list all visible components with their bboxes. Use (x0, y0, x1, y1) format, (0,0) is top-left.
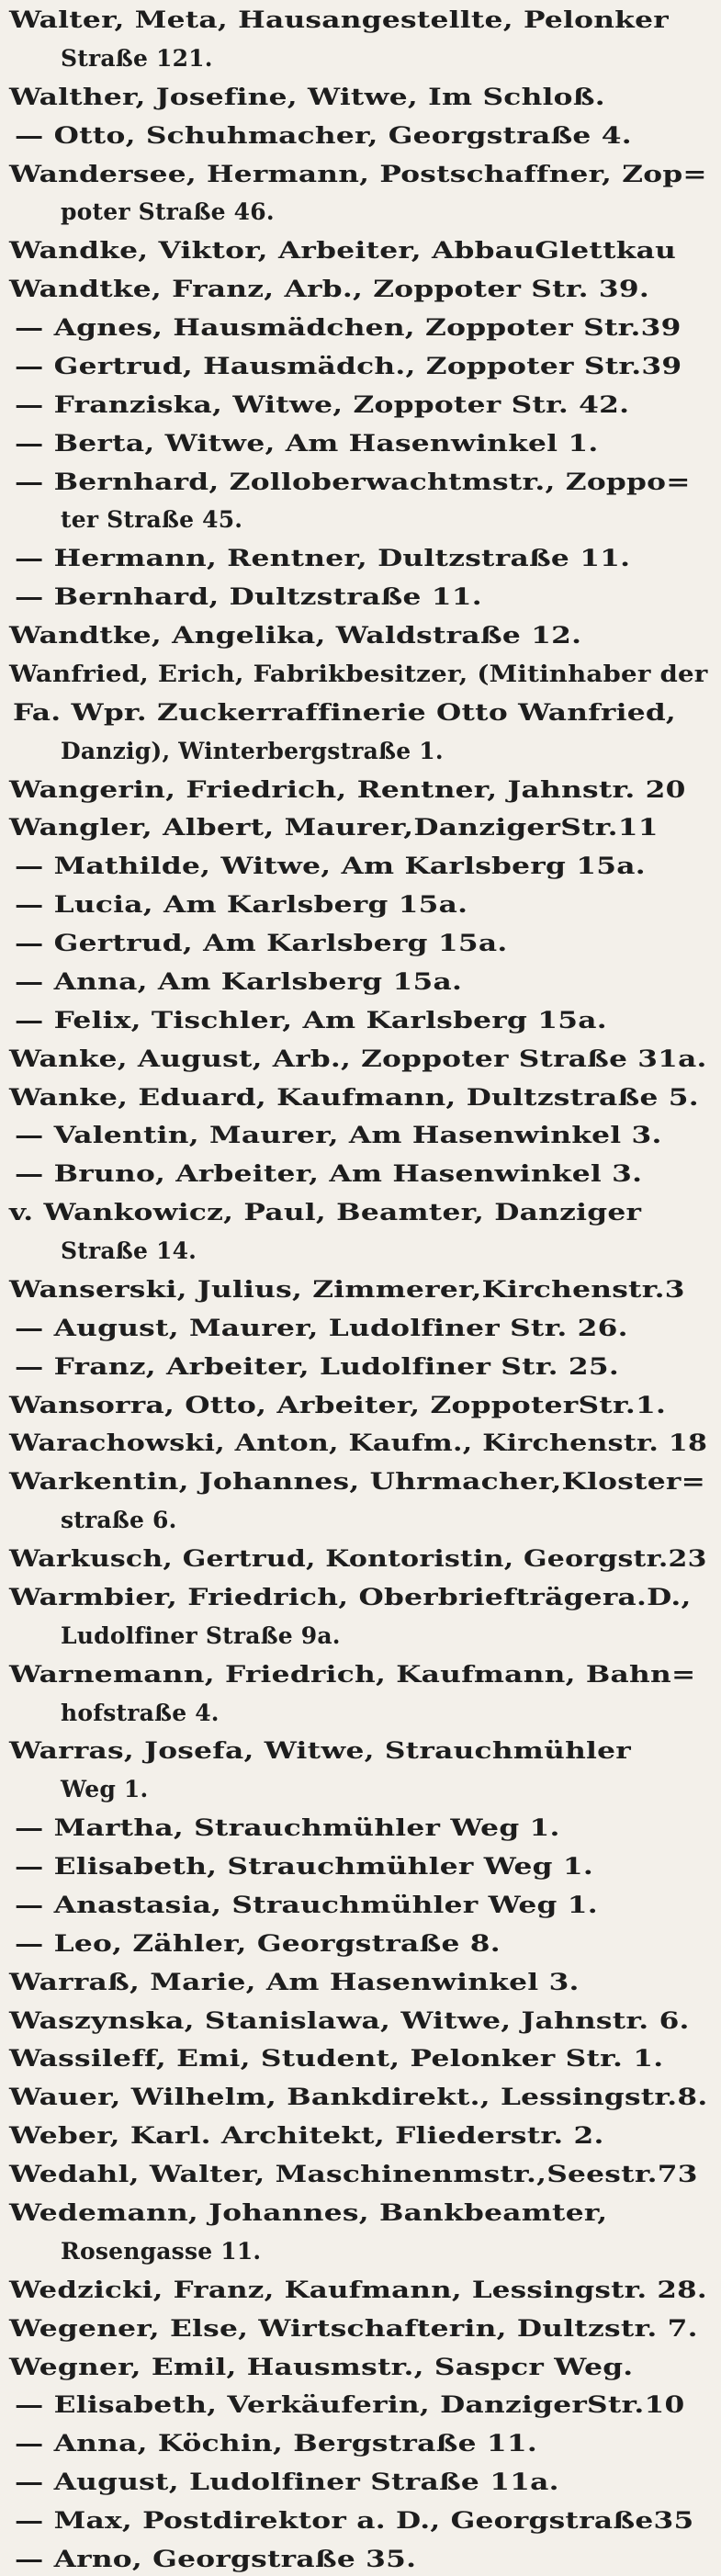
directory-entry: Wandersee, Hermann, Postschaffner, Zop= (9, 160, 707, 187)
directory-entry: — Anna, Am Karlsberg 15a. (15, 967, 463, 995)
directory-entry: Wangerin, Friedrich, Rentner, Jahnstr. 20 (9, 775, 686, 803)
directory-entry: — Martha, Strauchmühler Weg 1. (15, 1814, 560, 1842)
directory-entry-continuation: Fa. Wpr. Zuckerraffinerie Otto Wanfried, (13, 698, 677, 726)
directory-entry: — Max, Postdirektor a. D., Georgstraße35 (15, 2507, 694, 2535)
directory-entry: — Felix, Tischler, Am Karlsberg 15a. (15, 1006, 607, 1034)
directory-entry-continuation: Straße 121. (61, 44, 213, 72)
directory-entry: — Elisabeth, Verkäuferin, DanzigerStr.10 (15, 2391, 685, 2419)
directory-entry: — Bruno, Arbeiter, Am Hasenwinkel 3. (15, 1160, 643, 1188)
directory-entry: Wanke, Eduard, Kaufmann, Dultzstraße 5. (9, 1083, 699, 1111)
directory-entry: — Elisabeth, Strauchmühler Weg 1. (15, 1853, 593, 1881)
directory-entry: v. Wankowicz, Paul, Beamter, Danziger (9, 1199, 642, 1226)
directory-entry: Wegner, Emil, Hausmstr., Saspcr Weg. (9, 2353, 634, 2380)
directory-entry: Wandtke, Angelika, Waldstraße 12. (9, 622, 582, 650)
directory-entry: — Leo, Zähler, Georgstraße 8. (15, 1929, 501, 1957)
directory-entry: — Agnes, Hausmädchen, Zoppoter Str.39 (15, 314, 682, 342)
directory-entry: Wanfried, Erich, Fabrikbesitzer, (Mitinhaber der (9, 660, 708, 687)
directory-entry: Warras, Josefa, Witwe, Strauchmühler (9, 1737, 632, 1765)
directory-entry: Walther, Josefine, Witwe, Im Schloß. (9, 83, 605, 110)
directory-entry: Wansorra, Otto, Arbeiter, ZoppoterStr.1. (9, 1391, 667, 1418)
directory-entry: Wegener, Else, Wirtschafterin, Dultzstr. 7. (9, 2314, 698, 2342)
directory-entry: Wanserski, Julius, Zimmerer,Kirchenstr.3 (9, 1275, 685, 1303)
directory-entry: Wandke, Viktor, Arbeiter, AbbauGlettkau (9, 237, 677, 265)
directory-entry: Warmbier, Friedrich, Oberbriefträgera.D., (9, 1583, 692, 1610)
directory-entry: Warkusch, Gertrud, Kontoristin, Georgstr.23 (9, 1545, 707, 1573)
directory-entry-continuation: Weg 1. (61, 1776, 149, 1803)
directory-entry: — Anastasia, Strauchmühler Weg 1. (15, 1891, 598, 1918)
directory-entry: Warraß, Marie, Am Hasenwinkel 3. (9, 1968, 580, 1995)
directory-entry: Walter, Meta, Hausangestellte, Pelonker (9, 6, 669, 33)
directory-entry: Wangler, Albert, Maurer,DanzigerStr.11 (9, 814, 659, 842)
directory-entry-continuation: straße 6. (61, 1507, 177, 1534)
directory-entry: — Bernhard, Zolloberwachtmstr., Zoppo= (15, 468, 691, 495)
directory-entry: Wedzicki, Franz, Kaufmann, Lessingstr. 28. (9, 2276, 707, 2303)
directory-entry: Wandtke, Franz, Arb., Zoppoter Str. 39. (9, 276, 650, 303)
directory-entry: Weber, Karl. Architekt, Fliederstr. 2. (9, 2122, 604, 2150)
directory-entry: — August, Ludolfiner Straße 11a. (15, 2469, 559, 2496)
directory-entry-continuation: ter Straße 45. (61, 506, 243, 534)
directory-entry: Wedahl, Walter, Maschinenmstr.,Seestr.73 (9, 2161, 698, 2188)
directory-entry: — Bernhard, Dultzstraße 11. (15, 583, 482, 611)
directory-entry: Wauer, Wilhelm, Bankdirekt., Lessingstr.8. (9, 2084, 708, 2111)
directory-entry-continuation: Danzig), Winterbergstraße 1. (61, 737, 444, 764)
directory-entry: — Anna, Köchin, Bergstraße 11. (15, 2430, 537, 2457)
directory-entry: — Berta, Witwe, Am Hasenwinkel 1. (15, 429, 599, 457)
directory-entry: — Otto, Schuhmacher, Georgstraße 4. (15, 121, 632, 149)
directory-entry: — Valentin, Maurer, Am Hasenwinkel 3. (15, 1122, 662, 1149)
directory-entry-continuation: Straße 14. (61, 1237, 197, 1265)
directory-entry: Warkentin, Johannes, Uhrmacher,Kloster= (9, 1468, 706, 1496)
directory-entry: Wanke, August, Arb., Zoppoter Straße 31a. (9, 1045, 707, 1072)
directory-entry: — Arno, Georgstraße 35. (15, 2545, 417, 2572)
directory-entry-continuation: poter Straße 46. (61, 198, 275, 226)
directory-entry: — Franziska, Witwe, Zoppoter Str. 42. (15, 390, 630, 418)
directory-entry: — Mathilde, Witwe, Am Karlsberg 15a. (15, 853, 646, 880)
directory-entry: — Franz, Arbeiter, Ludolfiner Str. 25. (15, 1352, 620, 1380)
directory-entry: — Gertrud, Hausmädch., Zoppoter Str.39 (15, 352, 682, 379)
directory-entry: Wassileff, Emi, Student, Pelonker Str. 1. (9, 2045, 664, 2073)
directory-entry: — Lucia, Am Karlsberg 15a. (15, 891, 468, 919)
directory-entry: — Gertrud, Am Karlsberg 15a. (15, 930, 508, 957)
directory-entry-continuation: Ludolfiner Straße 9a. (61, 1621, 341, 1649)
directory-entry: Wedemann, Johannes, Bankbeamter, (9, 2199, 608, 2226)
directory-entry: Waszynska, Stanislawa, Witwe, Jahnstr. 6. (9, 2006, 690, 2034)
directory-entry: Warachowski, Anton, Kaufm., Kirchenstr. 18 (9, 1429, 708, 1457)
directory-entry-continuation: Rosengasse 11. (61, 2237, 262, 2265)
directory-entry: — August, Maurer, Ludolfiner Str. 26. (15, 1314, 628, 1341)
directory-entry-continuation: hofstraße 4. (61, 1699, 220, 1726)
directory-entry: — Hermann, Rentner, Dultzstraße 11. (15, 545, 631, 572)
directory-entry: Warnemann, Friedrich, Kaufmann, Bahn= (9, 1660, 696, 1688)
